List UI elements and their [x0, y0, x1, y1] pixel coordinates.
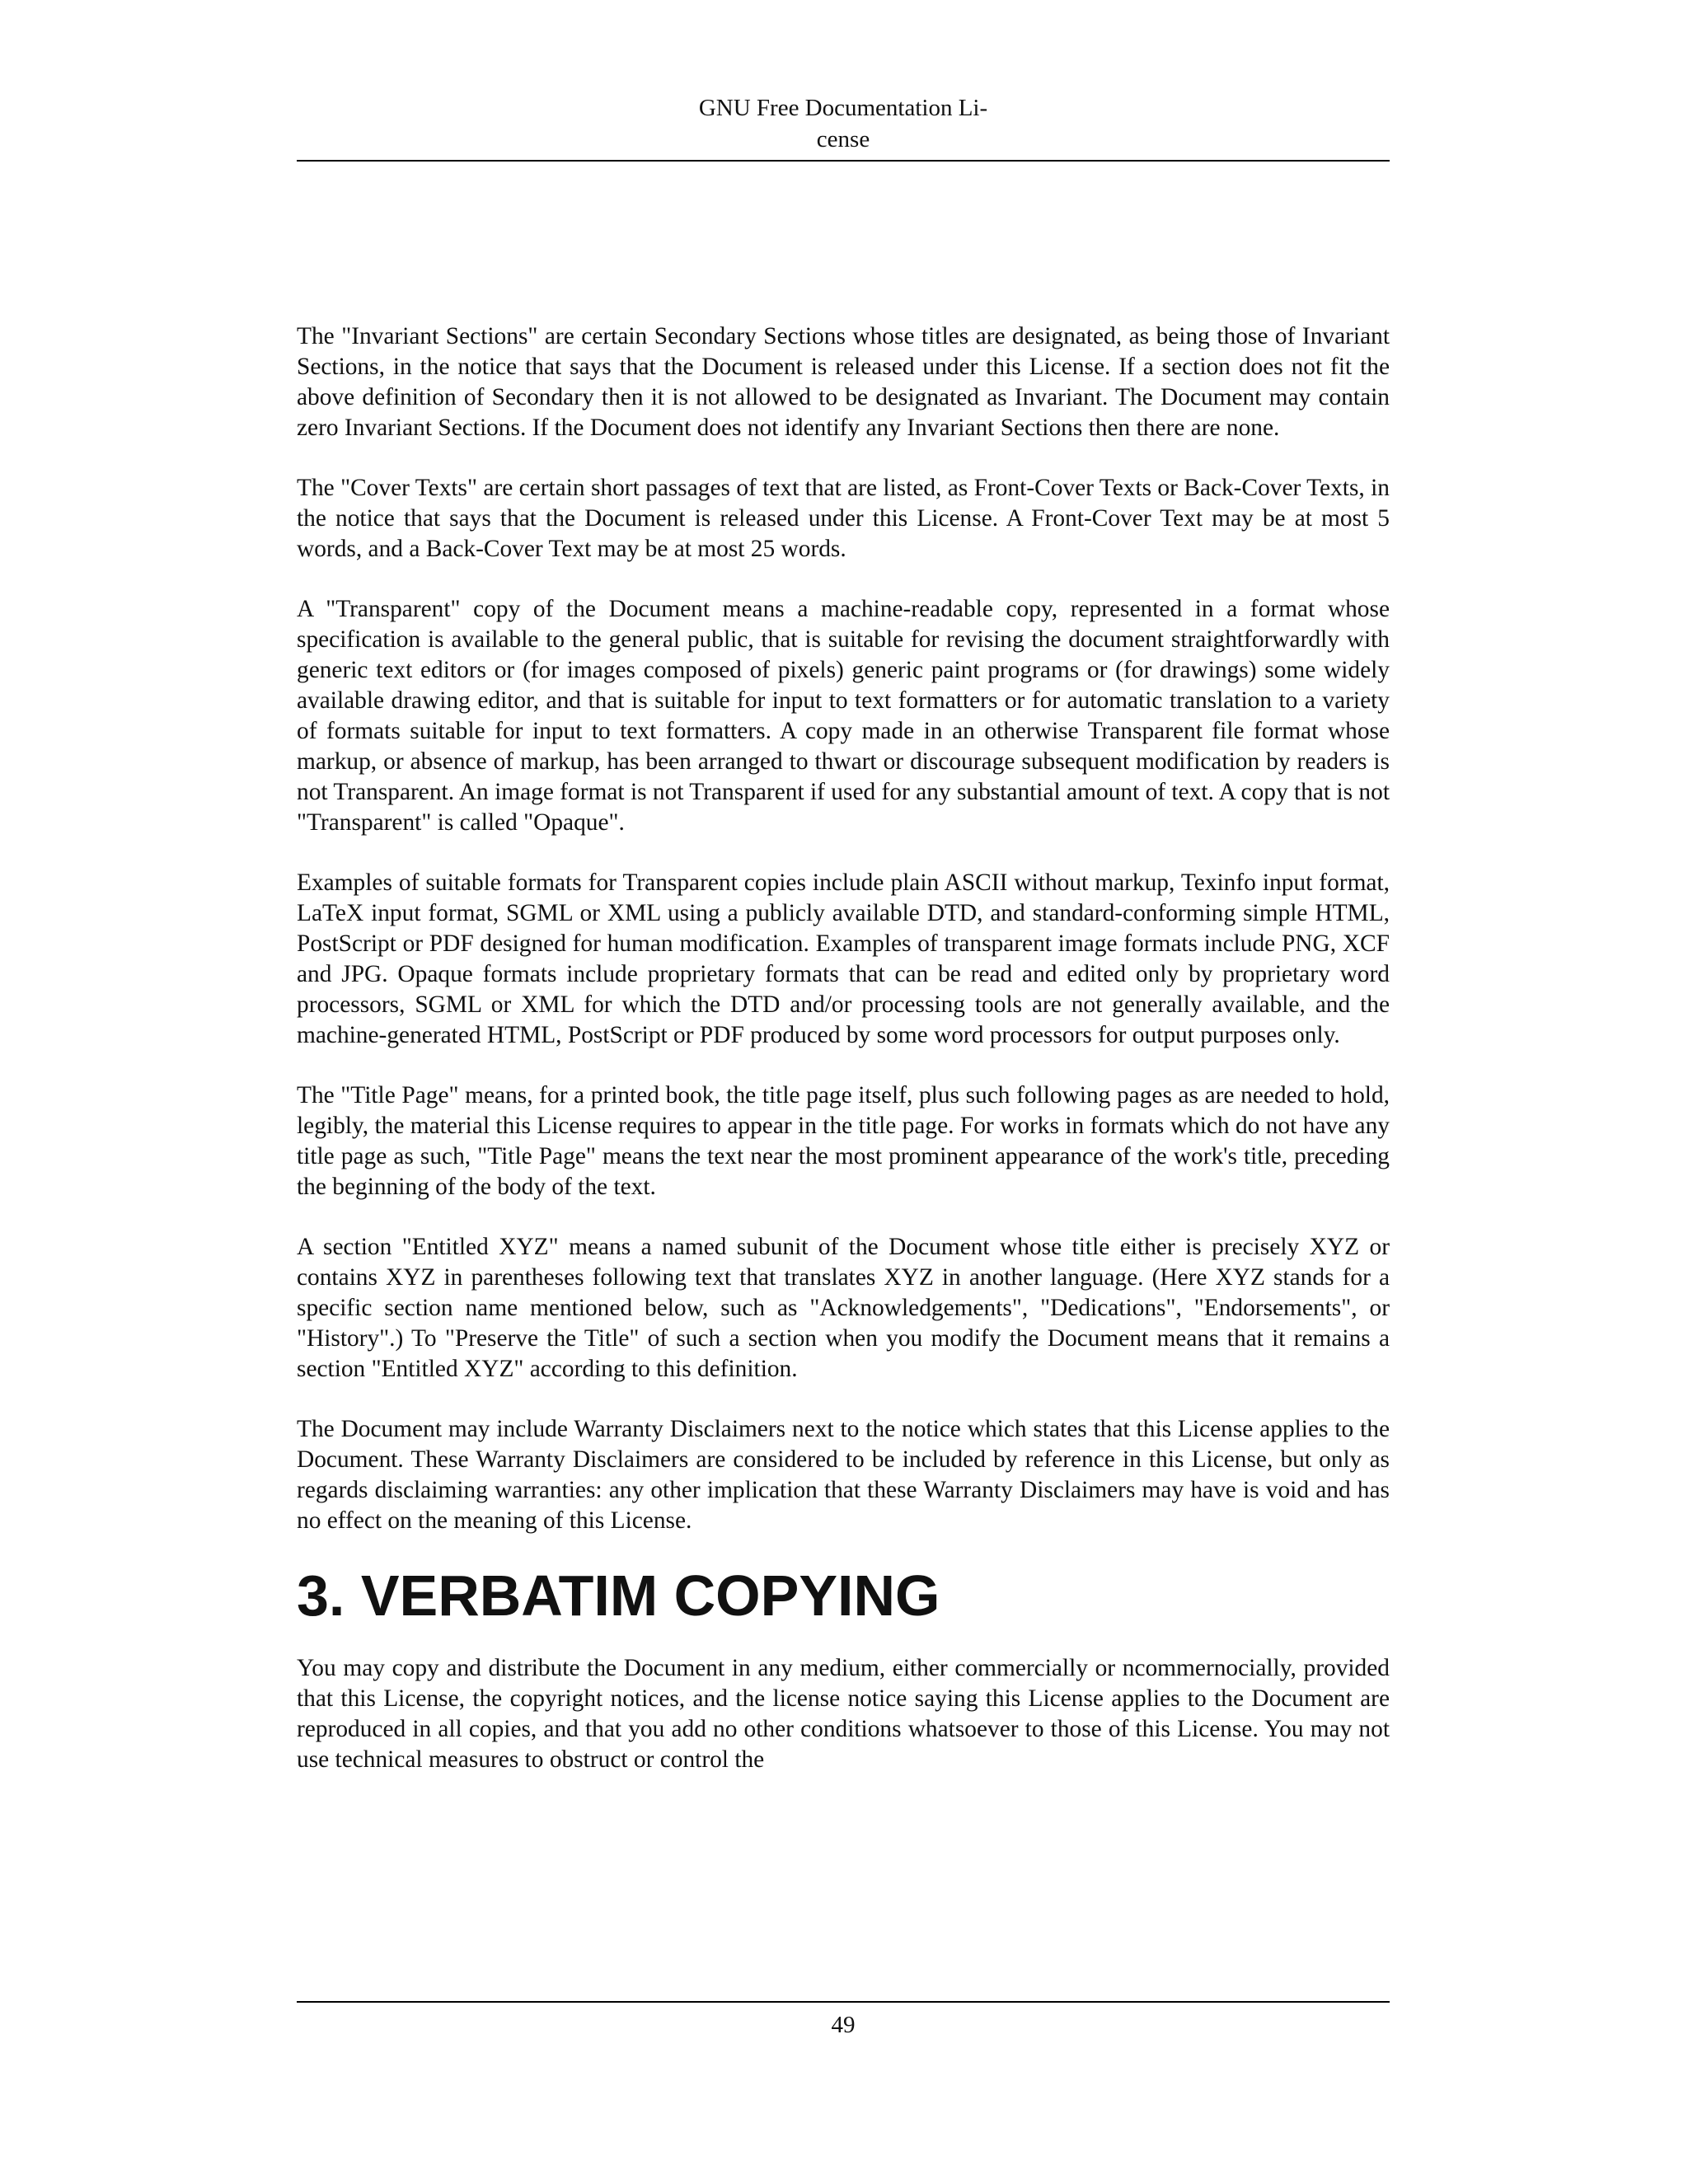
footer-rule	[297, 2001, 1390, 2003]
paragraph-suitable-formats: Examples of suitable formats for Transparent copies include plain ASCII without markup, Texinfo input format, LaTeX input format, SGML or XML using a publicly available DTD, and standard-conforming simple HTML, PostScript or PDF designed for human modification. Examples of transparent image formats include PNG, XCF and JPG. Opaque formats include proprietary formats that can be read and edited only by proprietary word processors, SGML or XML for which the DTD and/or processing tools are not generally available, and the machine-generated HTML, PostScript or PDF produced by some word processors for output purposes only.	[297, 869, 1390, 1048]
paragraph-cover-texts: The "Cover Texts" are certain short passages of text that are listed, as Front-Cover Texts or Back-Cover Texts, in the notice that says that the Document is released under this License. A Front-Cover Text may be at most 5 words, and a Back-Cover Text may be at most 25 words.	[297, 475, 1390, 562]
paragraph-invariant-sections: The "Invariant Sections" are certain Secondary Sections whose titles are designated, as being those of Invariant Sections, in the notice that says that the Document is released under this License. If a section does not fit the above definition of Secondary then it is not allowed to be designated as Invariant. The Document may contain zero Invariant Sections. If the Document does not identify any Invariant Sections then there are none.	[297, 323, 1390, 441]
section-heading: 3. VERBATIM COPYING	[297, 1563, 940, 1628]
header-rule	[297, 160, 1390, 162]
paragraph-warranty-disclaimers: The Document may include Warranty Disclaimers next to the notice which states that this License applies to the Document. These Warranty Disclaimers are considered to be included by reference in this License, but only as regards disclaiming warranties: any other implication that these Warranty Disclaimers may have is void and has no effect on the meaning of this License.	[297, 1416, 1390, 1534]
running-header-line-1: GNU Free Documentation Li-	[698, 95, 988, 121]
paragraph-title-page: The "Title Page" means, for a printed book, the title page itself, plus such following pages as are needed to hold, legibly, the material this License requires to appear in the title page. For works in formats which do not have any title page as such, "Title Page" means the text near the most prominent appearance of the work's title, preceding the beginning of the body of the text.	[297, 1082, 1390, 1200]
paragraph-verbatim-copying: You may copy and distribute the Document in any medium, either commercially or ncommernocially, provided that this License, the copyright notices, and the license notice saying this License applies to the Document are reproduced in all copies, and that you add no other conditions whatsoever to those of this License. You may not use technical measures to obstruct or control the	[297, 1655, 1390, 1773]
running-header	[297, 92, 1390, 155]
page-number: 49	[831, 2012, 856, 2038]
running-header-line-2: cense	[816, 126, 870, 152]
page-body	[297, 321, 1390, 1805]
paragraph-entitled-xyz: A section "Entitled XYZ" means a named subunit of the Document whose title either is precisely XYZ or contains XYZ in parentheses following text that translates XYZ in another language. (Here XYZ stands for a specific section name mentioned below, such as "Acknowledgements", "Dedications", "Endorsements", or "History".) To "Preserve the Title" of such a section when you modify the Document means that it remains a section "Entitled XYZ" according to this definition.	[297, 1234, 1390, 1382]
paragraph-transparent-copy: A "Transparent" copy of the Document means a machine-readable copy, represented in a format whose specification is available to the general public, that is suitable for revising the document straightforwardly with generic text editors or (for images composed of pixels) generic paint programs or (for drawings) some widely available drawing editor, and that is suitable for input to text formatters or for automatic translation to a variety of formats suitable for input to text formatters. A copy made in an otherwise Transparent file format whose markup, or absence of markup, has been arranged to thwart or discourage subsequent modification by readers is not Transparent. An image format is not Transparent if used for any substantial amount of text. A copy that is not "Transparent" is called "Opaque".	[297, 596, 1390, 836]
